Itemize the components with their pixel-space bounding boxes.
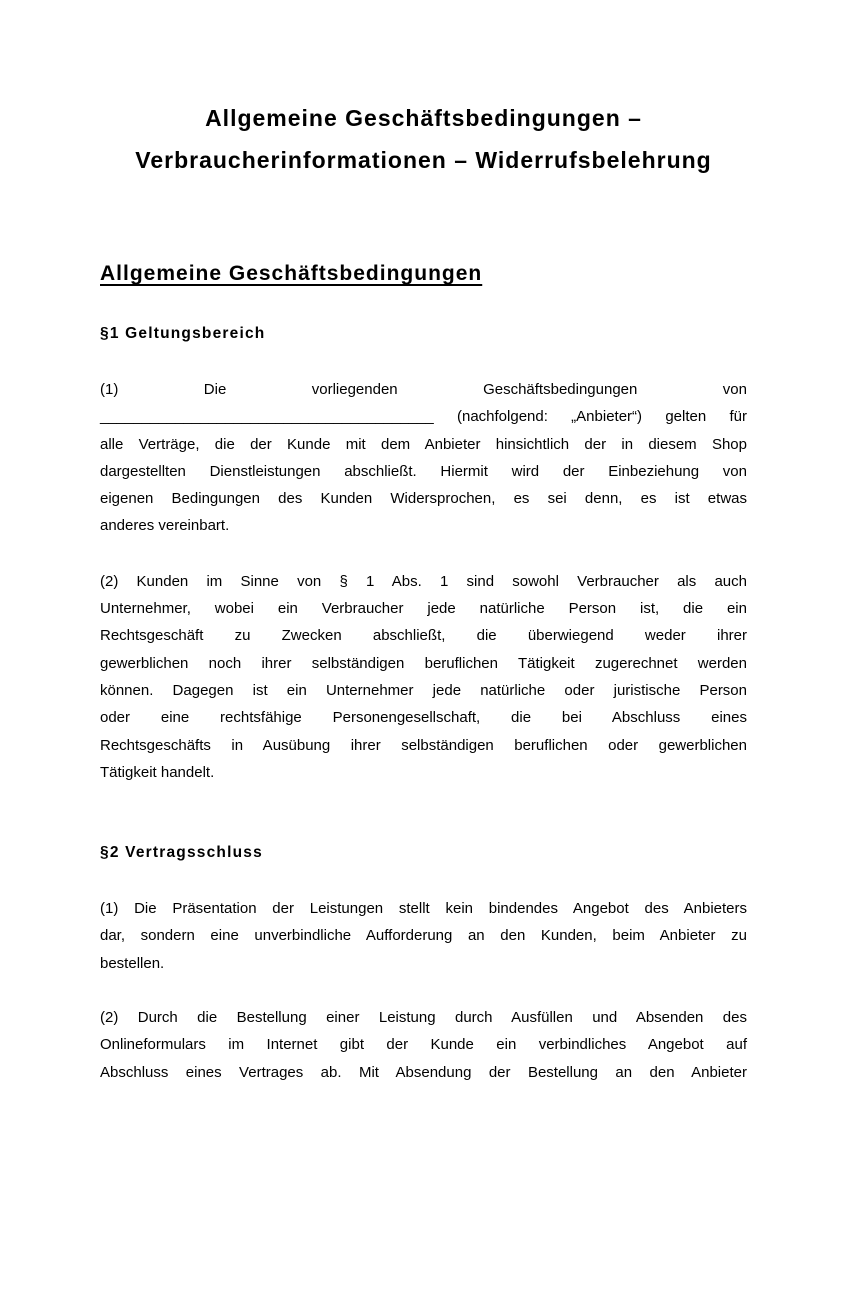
paragraph-line: Abschluss eines Vertrages ab. Mit Absendung der Bestellung an den Anbieter (100, 1063, 747, 1081)
paragraph-line: Unternehmer, wobei ein Verbraucher jede natürliche Person ist, die ein (100, 600, 747, 618)
section-heading-vertragsschluss: §2 Vertragsschluss (100, 844, 263, 862)
document-page (0, 97, 848, 1297)
paragraph-line: gewerblichen noch ihrer selbständigen beruflichen Tätigkeit zugerechnet werden (100, 654, 747, 672)
paragraph-line: oder eine rechtsfähige Personengesellschaft, die bei Abschluss eines (100, 709, 747, 727)
paragraph-line: Rechtsgeschäfts in Ausübung ihrer selbständigen beruflichen oder gewerblichen (100, 736, 747, 754)
paragraph-s1-1 (100, 376, 747, 540)
paragraph-line: alle Verträge, die der Kunde mit dem Anbieter hinsichtlich der in diesem Shop (100, 435, 747, 453)
paragraph-line: dargestellten Dienstleistungen abschließt. Hiermit wird der Einbeziehung von (100, 462, 747, 480)
paragraph-line: (2) Kunden im Sinne von § 1 Abs. 1 sind sowohl Verbraucher als auch (100, 572, 747, 590)
paragraph-line: anderes vereinbart. (100, 517, 230, 535)
paragraph-line: Tätigkeit handelt. (100, 763, 215, 781)
paragraph-line: Onlineformulars im Internet gibt der Kunde ein verbindliches Angebot auf (100, 1036, 747, 1054)
paragraph-line: bestellen. (100, 954, 165, 972)
document-title: Allgemeine Geschäftsbedingungen – Verbraucherinformationen – Widerrufsbelehrung (135, 105, 712, 173)
paragraph-line: eigenen Bedingungen des Kunden Widersprochen, es sei denn, es ist etwas (100, 490, 747, 508)
paragraph-line: dar, sondern eine unverbindliche Aufforderung an den Kunden, beim Anbieter zu (100, 927, 747, 945)
paragraph-s1-2 (100, 568, 747, 786)
paragraph-line: können. Dagegen ist ein Unternehmer jede natürliche oder juristische Person (100, 681, 747, 699)
paragraph-s2-1 (100, 895, 747, 977)
paragraph-line: (2) Durch die Bestellung einer Leistung durch Ausfüllen und Absenden des (100, 1009, 747, 1027)
paragraph-s2-2 (100, 1004, 747, 1086)
paragraph-line: (1) Die vorliegenden Geschäftsbedingungen von (100, 381, 747, 398)
section-heading-geltungsbereich: §1 Geltungsbereich (100, 325, 266, 342)
main-heading: Allgemeine Geschäftsbedingungen (100, 262, 483, 285)
paragraph-line-blank-field: ________________________________________ (nachfolgend: „Anbieter“) gelten für (100, 408, 747, 426)
paragraph-line: Rechtsgeschäft zu Zwecken abschließt, die überwiegend weder ihrer (100, 627, 747, 645)
paragraph-line: (1) Die Präsentation der Leistungen stellt kein bindendes Angebot des Anbieters (100, 900, 747, 918)
